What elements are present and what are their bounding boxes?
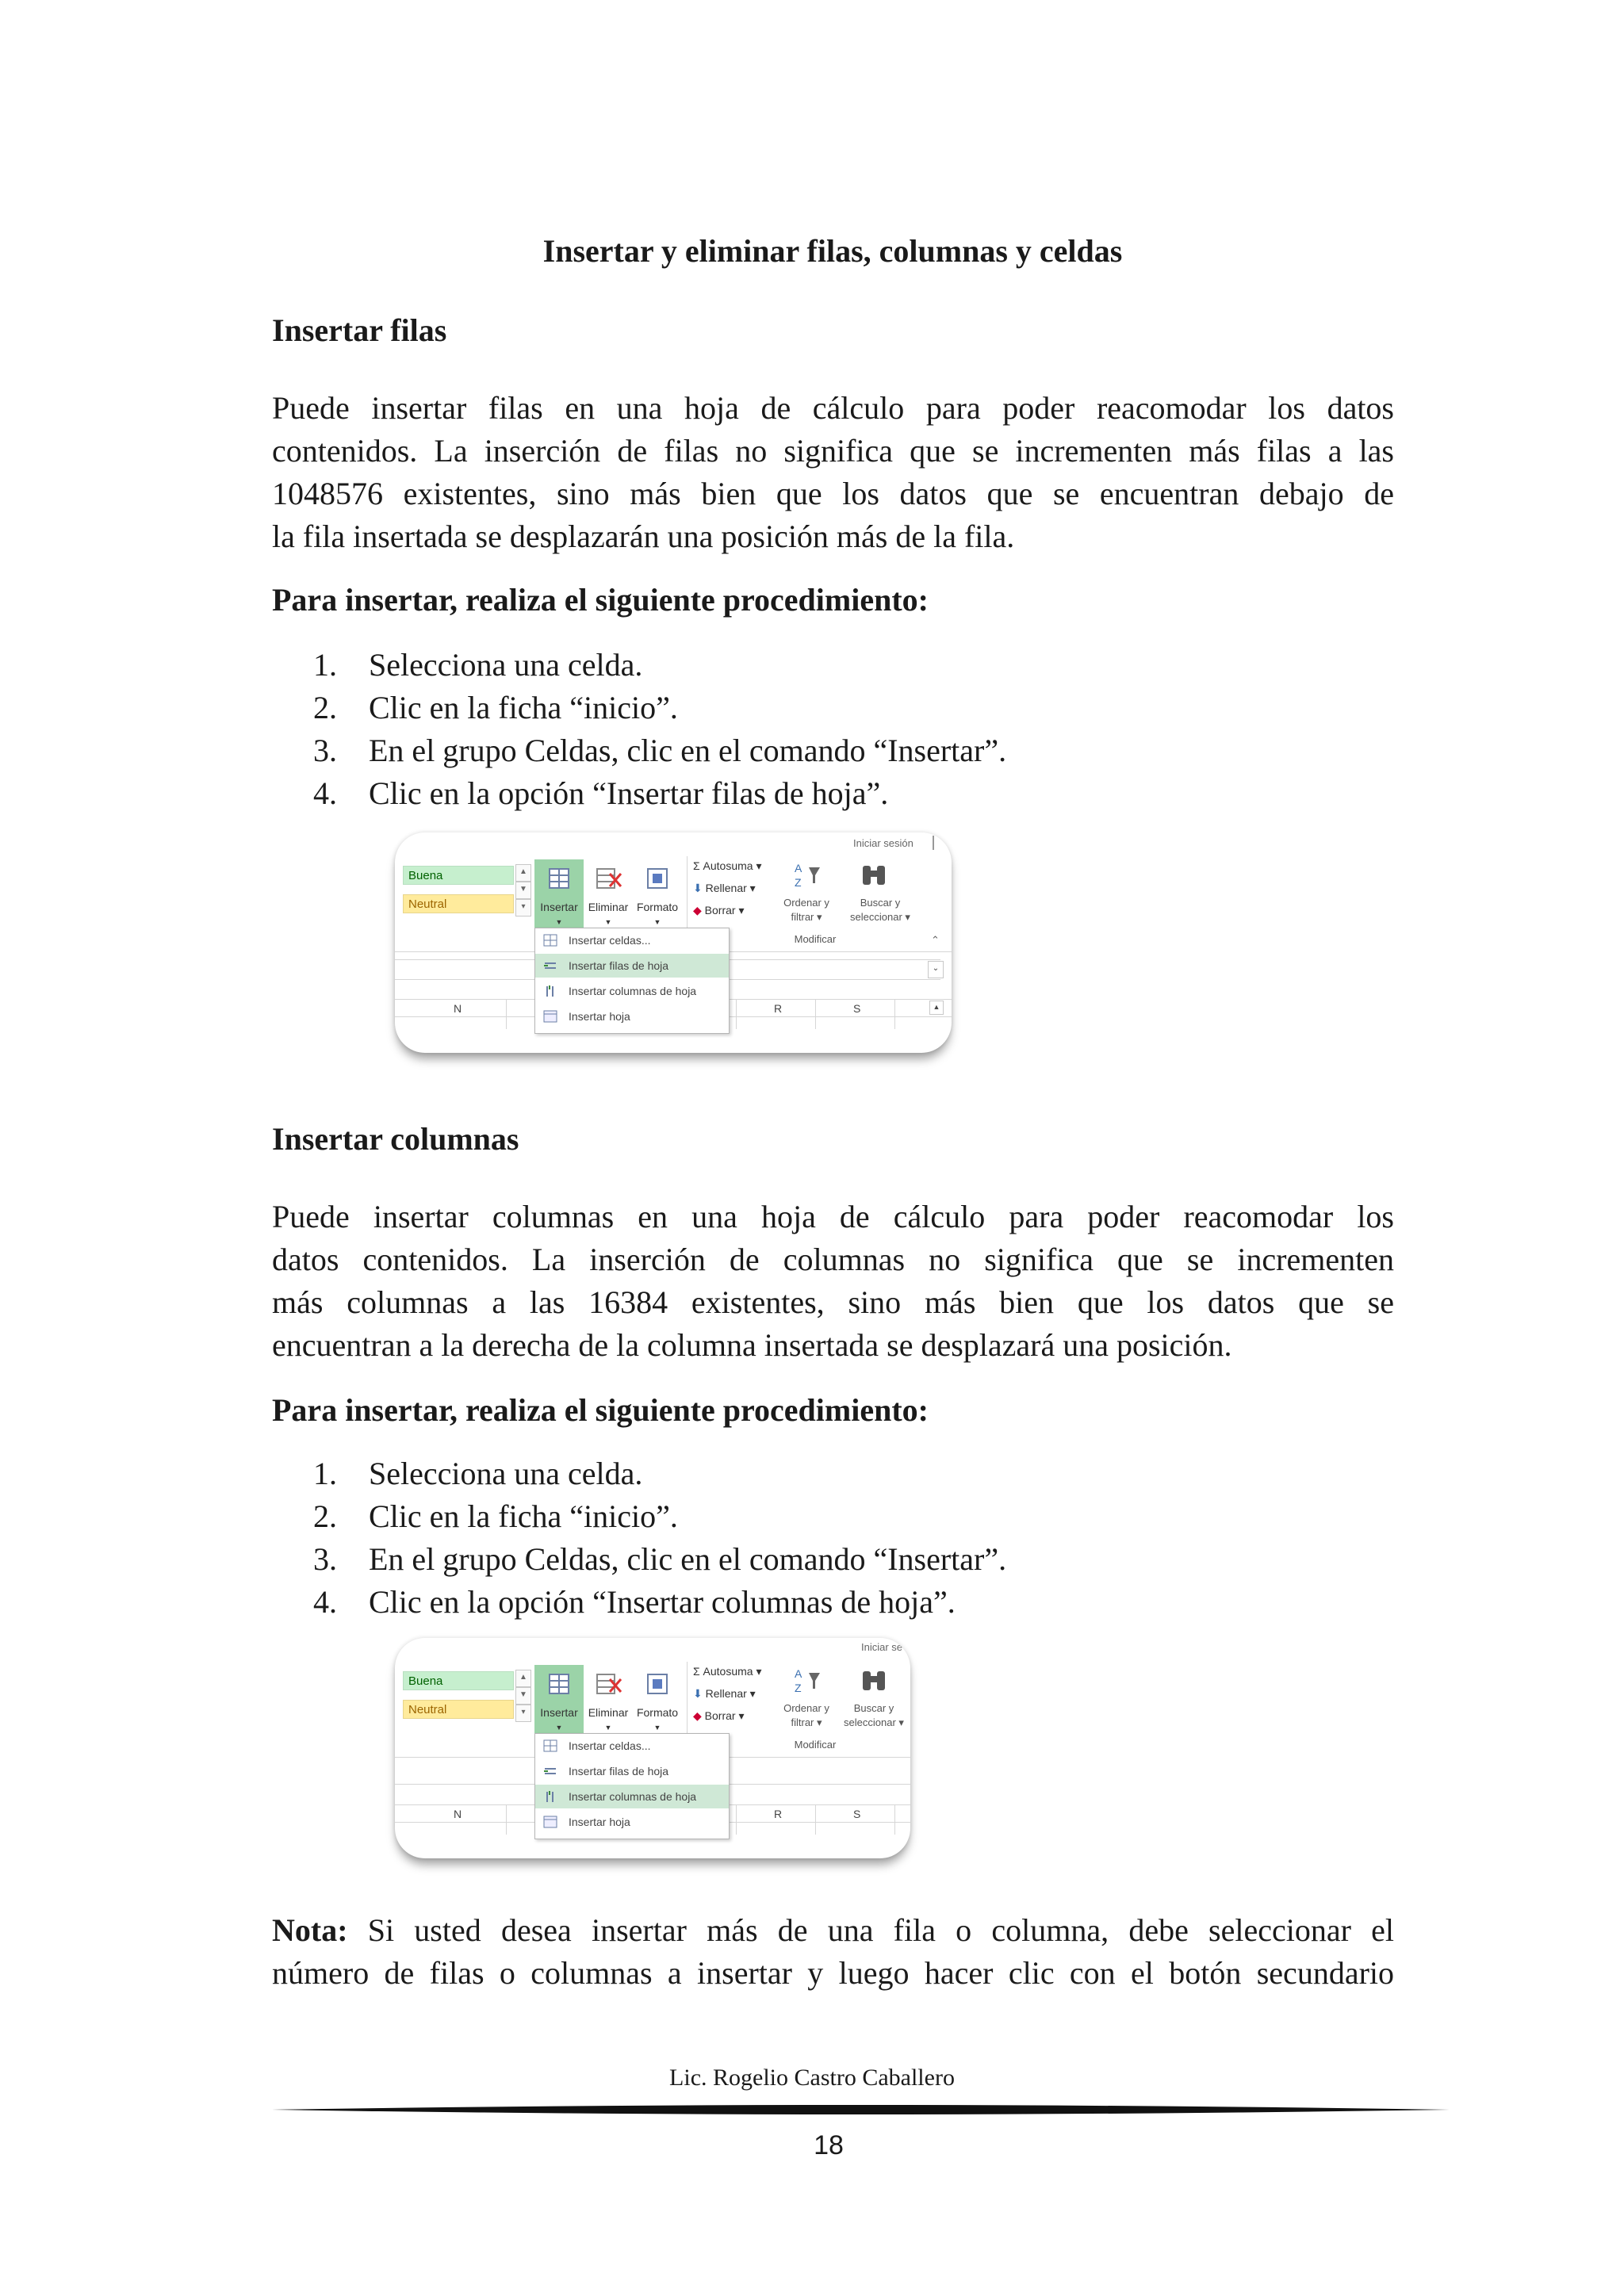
- insert-columns-icon: [543, 1790, 557, 1803]
- style-good: Buena: [403, 1671, 514, 1690]
- editing-group-label: Modificar: [794, 1739, 837, 1751]
- menu-item-label: Insertar columnas de hoja: [569, 1790, 697, 1803]
- sort-filter-icon: [791, 1665, 823, 1697]
- menu-item-label: Insertar hoja: [569, 1010, 630, 1023]
- sort-filter-button: Ordenar y filtrar ▾: [771, 1701, 842, 1730]
- column-header-r: R: [774, 1002, 783, 1015]
- signin-link: Iniciar sesión: [853, 837, 914, 849]
- column-header-r: R: [774, 1808, 783, 1820]
- style-neutral: Neutral: [403, 894, 514, 913]
- find-select-button: Buscar y seleccionar ▾: [841, 896, 920, 924]
- clear-button: ◆ Borrar ▾: [693, 1709, 745, 1722]
- fill-label: Rellenar: [705, 882, 747, 894]
- step-text: Clic en la ficha “inicio”.: [369, 690, 678, 725]
- menu-item-insert-columns[interactable]: [535, 979, 729, 1003]
- style-good: Buena: [403, 866, 514, 885]
- svg-text:A: A: [795, 862, 802, 874]
- flag-icon: [933, 836, 942, 850]
- delete-cells-icon: [594, 864, 622, 893]
- autosum-label: Autosuma: [703, 1665, 753, 1678]
- sigma-icon: Σ: [693, 859, 703, 872]
- step-text: En el grupo Celdas, clic en el comando “Insertar”.: [369, 733, 1007, 768]
- more-icon: ▾: [515, 1705, 531, 1722]
- sort-filter-label: filtrar: [791, 1716, 814, 1728]
- sort-filter-icon: [791, 859, 823, 891]
- paragraph-line: número de filas o columnas a insertar y luego hacer clic con el botón secundario: [272, 1955, 1394, 1991]
- eraser-icon: ◆: [693, 904, 705, 916]
- note-label: Nota:: [272, 1912, 348, 1948]
- signin-link: Iniciar se: [861, 1641, 903, 1653]
- editing-group-label: Modificar: [794, 933, 837, 945]
- clear-label: Borrar: [704, 904, 736, 916]
- dropdown-arrow-icon: ▼: [604, 1724, 612, 1732]
- section-heading-insert-rows: Insertar filas: [272, 312, 447, 348]
- scroll-down-icon: ▼: [515, 1687, 531, 1705]
- gridline: [506, 1804, 507, 1835]
- insert-dropdown-menu: [534, 1733, 730, 1839]
- dropdown-arrow-icon: ▼: [555, 1724, 563, 1732]
- step-text: Clic en la opción “Insertar filas de hoja”.: [369, 775, 889, 811]
- paragraph-line: más columnas a las 16384 existentes, sino más bien que los datos que se: [272, 1284, 1394, 1320]
- clear-button: ◆ Borrar ▾: [693, 904, 745, 916]
- autosum-button: Σ Autosuma ▾: [693, 859, 762, 872]
- menu-item-label: Insertar hoja: [569, 1816, 630, 1828]
- eraser-icon: ◆: [693, 1709, 705, 1722]
- paragraph-line: 1048576 existentes, sino más bien que los datos que se encuentran debajo de: [272, 476, 1394, 511]
- menu-item-label: Insertar celdas...: [569, 934, 651, 947]
- list-item: [313, 644, 1006, 687]
- sort-filter-button: Ordenar y filtrar ▾: [771, 896, 842, 924]
- menu-item-insert-cells[interactable]: [535, 1734, 729, 1758]
- find-select-label: Buscar y: [860, 897, 901, 909]
- step-text: Clic en la opción “Insertar columnas de hoja”.: [369, 1584, 956, 1620]
- paragraph-insert-columns: [272, 1196, 1394, 1367]
- sort-filter-label: Ordenar y: [783, 897, 829, 909]
- column-header-n: N: [454, 1808, 462, 1820]
- step-number: 3.: [313, 733, 337, 768]
- dropdown-arrow-icon: ▼: [555, 918, 563, 926]
- insert-rows-icon: [543, 959, 557, 972]
- find-select-label: Buscar y: [853, 1702, 894, 1714]
- menu-item-label: Insertar columnas de hoja: [569, 985, 697, 997]
- autosum-label: Autosuma: [703, 859, 753, 872]
- footer-divider: [272, 2105, 1450, 2114]
- footer-author: Lic. Rogelio Castro Caballero: [669, 2064, 955, 2091]
- step-number: 3.: [313, 1541, 337, 1577]
- list-item: [313, 1452, 1006, 1495]
- binoculars-icon: [858, 1665, 890, 1697]
- menu-item-label: Insertar filas de hoja: [569, 959, 669, 972]
- format-cells-icon: [643, 1670, 672, 1698]
- gridline: [736, 1804, 737, 1835]
- column-header-n: N: [454, 1002, 462, 1015]
- style-neutral: Neutral: [403, 1700, 514, 1719]
- insert-cells-icon: [545, 864, 573, 893]
- expand-formula-icon: ⌄: [928, 961, 944, 978]
- paragraph-line: Puede insertar columnas en una hoja de cálculo para poder reacomodar los: [272, 1199, 1394, 1234]
- gridline: [736, 999, 737, 1029]
- more-icon: ▾: [515, 899, 531, 916]
- list-item: [313, 1538, 1006, 1581]
- fill-down-icon: ⬇: [693, 882, 706, 894]
- insert-rows-icon: [543, 1765, 557, 1777]
- paragraph-line: datos contenidos. La inserción de columnas no significa que se incrementen: [272, 1242, 1394, 1277]
- paragraph-insert-rows: [272, 387, 1394, 558]
- collapse-ribbon-icon: ⌃: [931, 934, 940, 946]
- dropdown-arrow-icon: ▼: [653, 1724, 661, 1732]
- delete-label: Eliminar: [588, 901, 629, 913]
- paragraph-line: [272, 1909, 1394, 1952]
- menu-item-insert-rows[interactable]: [535, 1759, 729, 1783]
- paragraph-line: encuentran a la derecha de la columna insertada se desplazará una posición.: [272, 1327, 1232, 1363]
- insert-sheet-icon: [543, 1816, 557, 1828]
- excel-ribbon-screenshot-rows: [395, 832, 952, 1053]
- find-select-button: Buscar y seleccionar ▾: [836, 1701, 910, 1730]
- dropdown-arrow-icon: ▼: [653, 918, 661, 926]
- format-cells-icon: [643, 864, 672, 893]
- insert-cells-icon: [543, 1739, 557, 1752]
- note-text: Si usted desea insertar más de una fila o columna, debe seleccionar el: [347, 1912, 1394, 1948]
- svg-text:A: A: [795, 1667, 802, 1680]
- gridline: [894, 999, 895, 1029]
- list-item: [313, 1581, 1006, 1624]
- step-number: 2.: [313, 1498, 337, 1534]
- autosum-button: Σ Autosuma ▾: [693, 1665, 762, 1678]
- scroll-up-icon: ▲: [929, 1001, 944, 1015]
- page-title: Insertar y eliminar filas, columnas y celdas: [542, 233, 1123, 269]
- insert-cells-icon: [543, 934, 557, 947]
- insert-cells-icon: [545, 1670, 573, 1698]
- insert-dropdown-menu: [534, 928, 730, 1034]
- insert-sheet-icon: [543, 1010, 557, 1023]
- clear-label: Borrar: [704, 1709, 736, 1722]
- fill-button: ⬇ Rellenar ▾: [693, 882, 756, 894]
- list-item: [313, 772, 1006, 815]
- step-text: En el grupo Celdas, clic en el comando “Insertar”.: [369, 1541, 1007, 1577]
- page-number: 18: [814, 2130, 844, 2160]
- list-item: [313, 729, 1006, 772]
- dropdown-arrow-icon: ▼: [604, 918, 612, 926]
- list-item: [313, 687, 1006, 729]
- step-text: Clic en la ficha “inicio”.: [369, 1498, 678, 1534]
- menu-item-label: Insertar celdas...: [569, 1739, 651, 1752]
- delete-cells-icon: [594, 1670, 622, 1698]
- step-number: 1.: [313, 647, 337, 683]
- menu-item-insert-sheet[interactable]: [535, 1004, 729, 1028]
- column-header-s: S: [853, 1808, 861, 1820]
- list-item: [313, 1495, 1006, 1538]
- svg-text:Z: Z: [795, 876, 802, 889]
- step-text: Selecciona una celda.: [369, 1456, 643, 1491]
- procedure-heading: Para insertar, realiza el siguiente procedimiento:: [272, 1392, 929, 1428]
- gridline: [815, 999, 816, 1029]
- fill-label: Rellenar: [705, 1687, 747, 1700]
- step-number: 4.: [313, 775, 337, 811]
- step-text: Selecciona una celda.: [369, 647, 643, 683]
- paragraph-line: contenidos. La inserción de filas no significa que se incrementen más filas a las: [272, 433, 1394, 469]
- svg-text:Z: Z: [795, 1682, 802, 1694]
- insert-columns-icon: [543, 985, 557, 997]
- sort-filter-label: filtrar: [791, 911, 814, 923]
- fill-down-icon: ⬇: [693, 1687, 706, 1700]
- excel-ribbon-screenshot-columns: [395, 1638, 910, 1858]
- binoculars-icon: [858, 859, 890, 891]
- scroll-down-icon: ▼: [515, 882, 531, 899]
- fill-button: ⬇ Rellenar ▾: [693, 1687, 756, 1700]
- step-number: 1.: [313, 1456, 337, 1491]
- procedure-heading: Para insertar, realiza el siguiente procedimiento:: [272, 582, 929, 618]
- steps-list: [313, 1452, 1006, 1624]
- sigma-icon: Σ: [693, 1665, 703, 1678]
- insert-label: Insertar: [540, 901, 578, 913]
- insert-label: Insertar: [540, 1706, 578, 1719]
- paragraph-line: Puede insertar filas en una hoja de cálculo para poder reacomodar los datos: [272, 390, 1394, 426]
- menu-item-insert-rows[interactable]: [535, 954, 729, 978]
- gridline: [506, 999, 507, 1029]
- menu-item-insert-cells[interactable]: [535, 928, 729, 952]
- gridline: [894, 1804, 895, 1835]
- menu-item-label: Insertar filas de hoja: [569, 1765, 669, 1777]
- find-select-label: seleccionar: [844, 1716, 896, 1728]
- column-header-s: S: [853, 1002, 861, 1015]
- find-select-label: seleccionar: [850, 911, 902, 923]
- steps-list: [313, 644, 1006, 815]
- paragraph-line: la fila insertada se desplazarán una posición más de la fila.: [272, 519, 1015, 554]
- format-label: Formato: [636, 901, 679, 913]
- step-number: 2.: [313, 690, 337, 725]
- delete-label: Eliminar: [588, 1706, 629, 1719]
- sort-filter-label: Ordenar y: [783, 1702, 829, 1714]
- scroll-up-icon: ▲: [515, 864, 531, 882]
- step-number: 4.: [313, 1584, 337, 1620]
- menu-item-insert-columns[interactable]: [535, 1785, 729, 1808]
- gridline: [815, 1804, 816, 1835]
- note-paragraph: [272, 1909, 1394, 1995]
- menu-item-insert-sheet[interactable]: [535, 1810, 729, 1834]
- scroll-up-icon: ▲: [515, 1670, 531, 1687]
- section-heading-insert-columns: Insertar columnas: [272, 1121, 519, 1157]
- format-label: Formato: [636, 1706, 679, 1719]
